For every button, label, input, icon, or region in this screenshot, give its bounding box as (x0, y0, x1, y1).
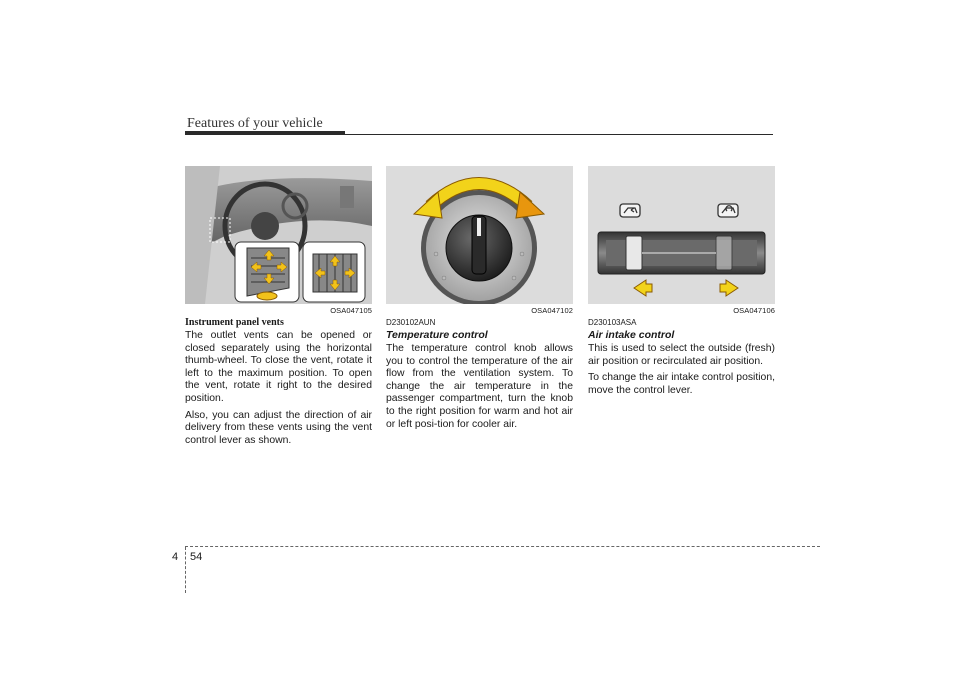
body-paragraph: To change the air intake control position, move the control lever. (588, 372, 775, 396)
footer-rule (185, 546, 820, 547)
section-instrument-panel-vents (185, 166, 372, 447)
figure-temperature-knob (386, 166, 573, 304)
header-rule-thin (345, 134, 773, 135)
section-heading: Instrument panel vents (185, 317, 284, 328)
section-heading: Air intake control (588, 329, 675, 341)
figure-dashboard-vents (185, 166, 372, 304)
figure-air-intake-lever (588, 166, 775, 304)
recirculated-air-icon (718, 204, 738, 217)
figure-code: OSA047105 (330, 306, 372, 315)
figure-code: OSA047106 (733, 306, 775, 315)
body-paragraph: This is used to select the outside (fresh) air position or recirculated air position. (588, 343, 775, 367)
page-header-title: Features of your vehicle (187, 116, 323, 131)
temperature-knob-illustration (386, 166, 573, 304)
body-paragraph: The temperature control knob allows you to control the temperature of the air flow from the ventilation system. To change the air temperature in the passenger compartment, turn the knob to the right position for warm and hot air or left posi-tion for cooler air. (386, 343, 573, 430)
section-temperature-control (386, 166, 573, 431)
dashboard-vents-illustration (185, 166, 372, 304)
footer-vertical-rule (185, 547, 186, 593)
body-paragraph: Also, you can adjust the direction of air delivery from these vents using the vent control lever as shown. (185, 409, 372, 446)
body-paragraph: The outlet vents can be opened or closed separately using the horizontal thumb-wheel. To close the vent, rotate it left to the maximum position. To open the vent, rotate it right to the desired position. (185, 330, 372, 404)
page-number: 54 (190, 551, 203, 563)
section-id: D230102AUN (386, 318, 436, 327)
air-intake-lever-illustration (588, 166, 775, 304)
figure-code: OSA047102 (531, 306, 573, 315)
fresh-air-icon (620, 204, 640, 217)
header-rule-thick (185, 131, 345, 135)
section-id: D230103ASA (588, 318, 637, 327)
chapter-number: 4 (172, 551, 179, 563)
section-air-intake-control (588, 166, 775, 397)
section-heading: Temperature control (386, 329, 488, 341)
